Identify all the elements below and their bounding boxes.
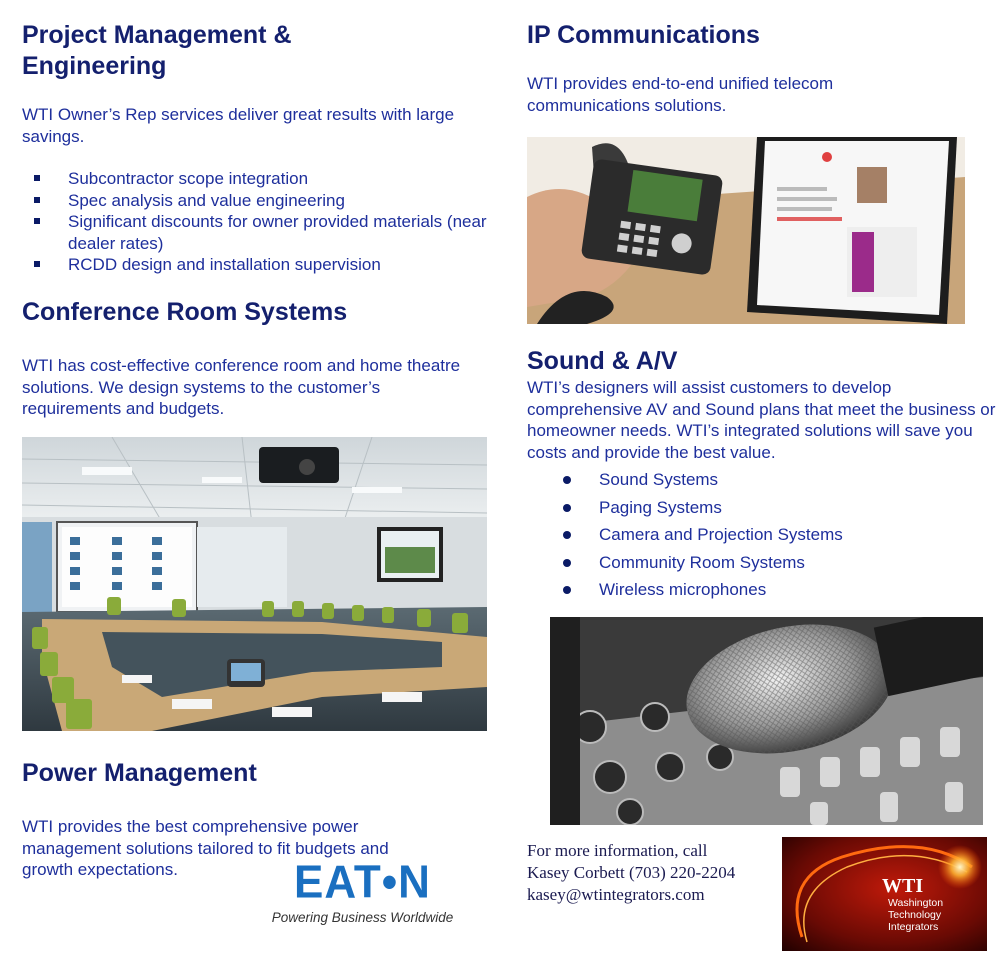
ip-body: WTI provides end-to-end unified telecom communications solutions. <box>527 74 834 115</box>
list-item: Wireless microphones <box>527 576 997 604</box>
microphone-photo <box>550 617 983 825</box>
list-item: Sound Systems <box>527 466 997 494</box>
ip-phone-photo <box>527 137 965 324</box>
wti-logo-mark: WTI <box>882 875 924 897</box>
wti-logo-text <box>888 897 943 933</box>
conference-title: Conference Room Systems <box>22 298 348 326</box>
wti-logo <box>782 837 987 951</box>
list-item: Spec analysis and value engineering <box>22 190 492 212</box>
project-mgmt-body: WTI Owner’s Rep services deliver great results with large savings. <box>22 105 455 146</box>
power-title: Power Management <box>22 759 257 787</box>
conference-body: WTI has cost-effective conference room and home theatre solutions. We design systems to the customer’s requirements and budgets. <box>22 356 461 418</box>
list-item: Paging Systems <box>527 494 997 522</box>
wti-logo-line-1: Washington <box>888 897 944 909</box>
contact-line-1: For more information, call <box>527 841 708 860</box>
sound-title: Sound & A/V <box>527 347 678 375</box>
list-item: RCDD design and installation supervision <box>22 254 492 276</box>
project-mgmt-title-line2: Engineering <box>22 52 167 80</box>
list-item: Community Room Systems <box>527 549 997 577</box>
contact-line-2: Kasey Corbett (703) 220-2204 <box>527 863 736 882</box>
sound-body: WTI’s designers will assist customers to develop comprehensive AV and Sound plans that meet the business or homeowner needs. WTI’s integrated solutions will save you costs and provide the best value. <box>527 378 996 462</box>
project-mgmt-title-line1: Project Management & <box>22 21 292 49</box>
list-item: Significant discounts for owner provided materials (near dealer rates) <box>22 211 492 254</box>
sound-bullets <box>527 466 997 604</box>
list-item: Camera and Projection Systems <box>527 521 997 549</box>
wti-logo-line-3: Integrators <box>888 921 939 933</box>
project-mgmt-title <box>22 20 482 82</box>
eaton-logo-tagline: Powering Business Worldwide <box>271 910 454 925</box>
project-mgmt-bullets <box>22 168 492 276</box>
contact-info <box>527 840 777 906</box>
power-body: WTI provides the best comprehensive power management solutions tailored to fit budgets and growth expectations. <box>22 817 389 879</box>
wti-logo-line-2: Technology <box>888 909 942 921</box>
list-item: Subcontractor scope integration <box>22 168 492 190</box>
eaton-logo <box>255 856 470 935</box>
conference-room-photo <box>22 437 487 731</box>
ip-title: IP Communications <box>527 21 760 49</box>
contact-email-link[interactable]: kasey@wtintegrators.com <box>527 885 705 904</box>
eaton-logo-wordmark: EAT•N <box>294 856 431 909</box>
